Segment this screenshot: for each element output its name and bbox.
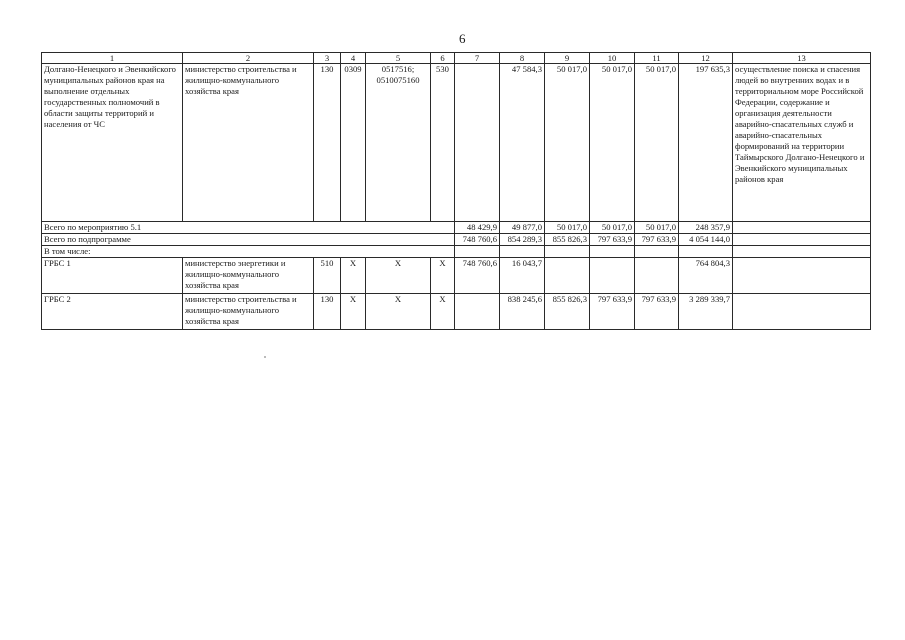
cell-vr: 530 (431, 64, 455, 222)
cell-year-1 (455, 294, 500, 330)
header-cell: 3 (314, 53, 341, 64)
cell-rzpr: Х (341, 294, 366, 330)
cell-event-total-label: Всего по мероприятию 5.1 (42, 222, 455, 234)
cell-year-2: 47 584,3 (500, 64, 545, 222)
cell-rzpr: 0309 (341, 64, 366, 222)
cell-year-4: 50 017,0 (590, 222, 635, 234)
cell-year-1: 748 760,6 (455, 258, 500, 294)
header-cell: 5 (366, 53, 431, 64)
header-cell: 9 (545, 53, 590, 64)
cell-empty (679, 246, 733, 258)
header-cell: 11 (635, 53, 679, 64)
table-row-event-total (42, 222, 871, 234)
cell-empty (733, 222, 871, 234)
cell-empty (733, 258, 871, 294)
cell-year-3: 50 017,0 (545, 64, 590, 222)
cell-csr: Х (366, 294, 431, 330)
cell-vr: Х (431, 258, 455, 294)
cell-empty (635, 246, 679, 258)
scan-speck (264, 356, 266, 358)
cell-year-5 (635, 258, 679, 294)
cell-empty (455, 246, 500, 258)
cell-total: 197 635,3 (679, 64, 733, 222)
cell-csr: 0517516; 0510075160 (366, 64, 431, 222)
table-row-grbs2 (42, 294, 871, 330)
cell-grbs-label: ГРБС 2 (42, 294, 183, 330)
cell-year-3: 855 826,3 (545, 294, 590, 330)
cell-grbs-label: ГРБС 1 (42, 258, 183, 294)
table-row-subprogram-total (42, 234, 871, 246)
cell-empty (733, 294, 871, 330)
header-row (42, 53, 871, 64)
cell-year-2: 854 289,3 (500, 234, 545, 246)
header-cell: 12 (679, 53, 733, 64)
table-row-including (42, 246, 871, 258)
header-cell: 4 (341, 53, 366, 64)
header-cell: 10 (590, 53, 635, 64)
cell-vr: Х (431, 294, 455, 330)
cell-empty (545, 246, 590, 258)
cell-year-2: 838 245,6 (500, 294, 545, 330)
cell-year-2: 49 877,0 (500, 222, 545, 234)
cell-year-1: 748 760,6 (455, 234, 500, 246)
cell-empty (590, 246, 635, 258)
cell-year-5: 797 633,9 (635, 234, 679, 246)
cell-grbs-code: 510 (314, 258, 341, 294)
cell-year-5: 50 017,0 (635, 64, 679, 222)
header-cell: 2 (183, 53, 314, 64)
budget-table (41, 52, 871, 330)
page-number: 6 (459, 31, 466, 46)
cell-subprogram-total-label: Всего по подпрограмме (42, 234, 455, 246)
cell-including-label: В том числе: (42, 246, 455, 258)
cell-empty (500, 246, 545, 258)
cell-csr: Х (366, 258, 431, 294)
table-row-grbs1 (42, 258, 871, 294)
cell-year-3: 855 826,3 (545, 234, 590, 246)
cell-grbs-code: 130 (314, 64, 341, 222)
cell-total: 4 054 144,0 (679, 234, 733, 246)
header-cell: 8 (500, 53, 545, 64)
cell-year-4 (590, 258, 635, 294)
cell-grbs-name: министерство энергетики и жилищно-коммунального хозяйства края (183, 258, 314, 294)
table-row-main (42, 64, 871, 222)
cell-empty (733, 246, 871, 258)
cell-total: 3 289 339,7 (679, 294, 733, 330)
cell-year-5: 50 017,0 (635, 222, 679, 234)
cell-year-1 (455, 64, 500, 222)
cell-year-5: 797 633,9 (635, 294, 679, 330)
cell-rzpr: Х (341, 258, 366, 294)
cell-year-4: 50 017,0 (590, 64, 635, 222)
cell-grbs-name: министерство строительства и жилищно-коммунального хозяйства края (183, 294, 314, 330)
cell-year-4: 797 633,9 (590, 294, 635, 330)
cell-total: 248 357,9 (679, 222, 733, 234)
cell-year-2: 16 043,7 (500, 258, 545, 294)
cell-recipient: Долгано-Ненецкого и Эвенкийского муниципальных районов края на выполнение отдельных государственных полномочий в области защиты территорий и населения от ЧС (42, 64, 183, 222)
cell-grbs-name: министерство строительства и жилищно-коммунального хозяйства края (183, 64, 314, 222)
header-cell: 1 (42, 53, 183, 64)
cell-total: 764 804,3 (679, 258, 733, 294)
cell-expected-result: осуществление поиска и спасения людей во внутренних водах и в территориальном море Российской Федерации, содержание и организация деятельности аварийно-спасательных служб и аварийно-спасательных формирований на территории Таймырского Долгано-Ненецкого и Эвенкийского муниципальных районов края (733, 64, 871, 222)
cell-year-3: 50 017,0 (545, 222, 590, 234)
header-cell: 6 (431, 53, 455, 64)
cell-year-3 (545, 258, 590, 294)
cell-year-4: 797 633,9 (590, 234, 635, 246)
cell-grbs-code: 130 (314, 294, 341, 330)
cell-empty (733, 234, 871, 246)
header-cell: 7 (455, 53, 500, 64)
cell-year-1: 48 429,9 (455, 222, 500, 234)
header-cell: 13 (733, 53, 871, 64)
